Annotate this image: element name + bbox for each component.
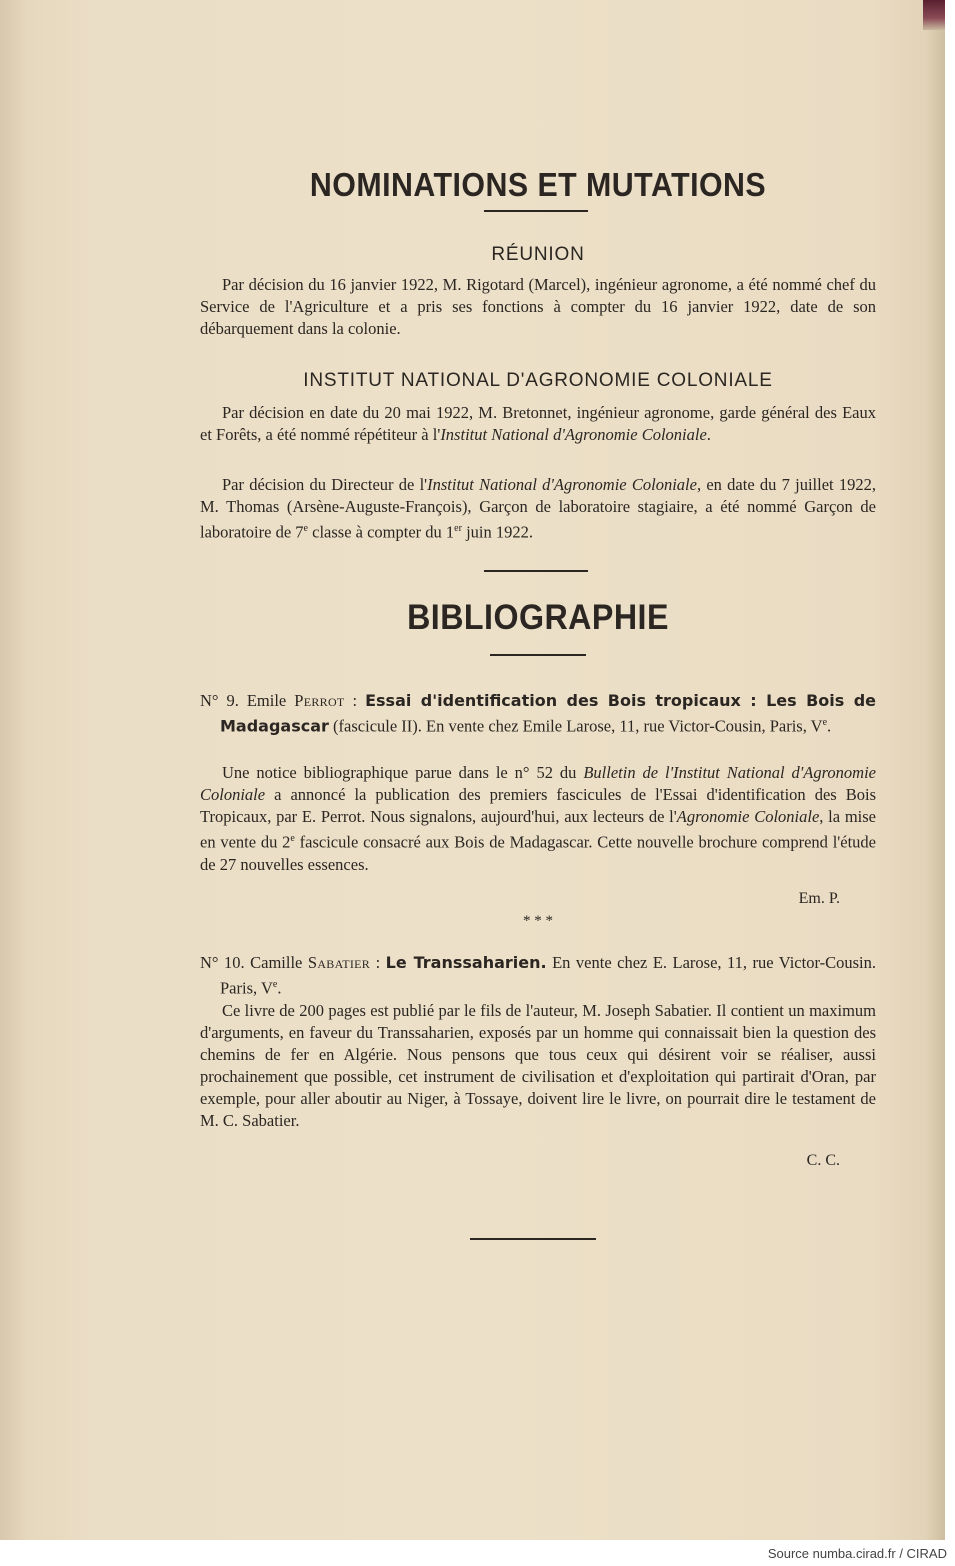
institut-paragraph-1: Par décision en date du 20 mai 1922, M. Bretonnet, ingénieur agronome, garde général des Eaux et Forêts, a été nommé répétiteur à l'Institut National d'Agronomie Coloniale.: [200, 403, 876, 444]
entry-10-title: Le Transsaharien.: [385, 953, 547, 972]
reunion-paragraph: Par décision du 16 janvier 1922, M. Rigotard (Marcel), ingénieur agronome, a été nommé chef du Service de l'Agriculture et a pris ses fonctions à compter du 16 janvier 1922, date de son débarquement dans la colonie.: [200, 275, 876, 338]
binding-corner: [923, 0, 945, 30]
entry-10-citation: N° 10. Camille Sabatier : Le Transsaharien. En vente chez E. Larose, 11, rue Victor-Cousin. Paris, Ve.: [200, 953, 876, 998]
entry-9-title: Essai d'identification des Bois tropicaux : Les Bois de Madagascar: [220, 691, 877, 736]
institut-name-italic: Institut National d'Agronomie Coloniale: [440, 425, 707, 444]
bibliographie-rule: [490, 654, 586, 656]
closing-rule: [470, 1238, 596, 1240]
reunion-heading: RÉUNION: [491, 244, 585, 265]
entry-10-signature: C. C.: [806, 1152, 840, 1169]
section-divider: [484, 570, 588, 572]
bibliographie-heading: BIBLIOGRAPHIE: [407, 598, 669, 637]
nominations-rule: [484, 210, 588, 212]
entry-9-body: Une notice bibliographique parue dans le n° 52 du Bulletin de l'Institut National d'Agronomie Coloniale a annoncé la publication des premiers fascicules de l'Essai d'identification des Bois Tropicaux, par E. Perrot. Nous signalons, aujourd'hui, aux lecteurs de l'Agronomie Coloniale, la mise en vente du 2e fascicule consacré aux Bois de Madagascar. Cette nouvelle brochure comprend l'étude de 27 nouvelles essences.: [200, 763, 876, 874]
entry-9-citation: N° 9. Emile Perrot : Essai d'identification des Bois tropicaux : Les Bois de Madagascar (fascicule II). En vente chez Emile Larose, 11, rue Victor-Cousin, Paris, Ve.: [200, 691, 877, 736]
asterism-separator: * * *: [523, 913, 553, 929]
institut-paragraph-2: Par décision du Directeur de l'Institut National d'Agronomie Coloniale, en date du 7 juillet 1922, M. Thomas (Arsène-Auguste-François), Garçon de laboratoire stagiaire, a été nommé Garçon de laboratoire de 7e classe à compter du 1er juin 1922.: [200, 475, 876, 542]
source-credit: Source numba.cirad.fr / CIRAD: [767, 1546, 947, 1561]
nominations-heading: NOMINATIONS ET MUTATIONS: [309, 166, 767, 203]
entry-9-signature: Em. P.: [798, 890, 840, 907]
institut-heading: INSTITUT NATIONAL D'AGRONOMIE COLONIALE: [303, 370, 773, 391]
entry-10-author: Sabatier: [307, 953, 371, 972]
entry-10-body: Ce livre de 200 pages est publié par le fils de l'auteur, M. Joseph Sabatier. Il contient un maximum d'arguments, en faveur du Transsaharien, exposés par un homme qui connaissait bien la question des chemins de fer en Algérie. Nous pensons que tous ceux qui désirent voir se réaliser, aussi prochainement que possible, cet instrument de civilisation et d'exploitation qui partirait d'Oran, par exemple, pour aller aboutir au Niger, à Tossaye, doivent lire le livre, on pourrait dire le testament de M. C. Sabatier.: [200, 1001, 876, 1130]
entry-9-author: Perrot: [294, 691, 345, 710]
